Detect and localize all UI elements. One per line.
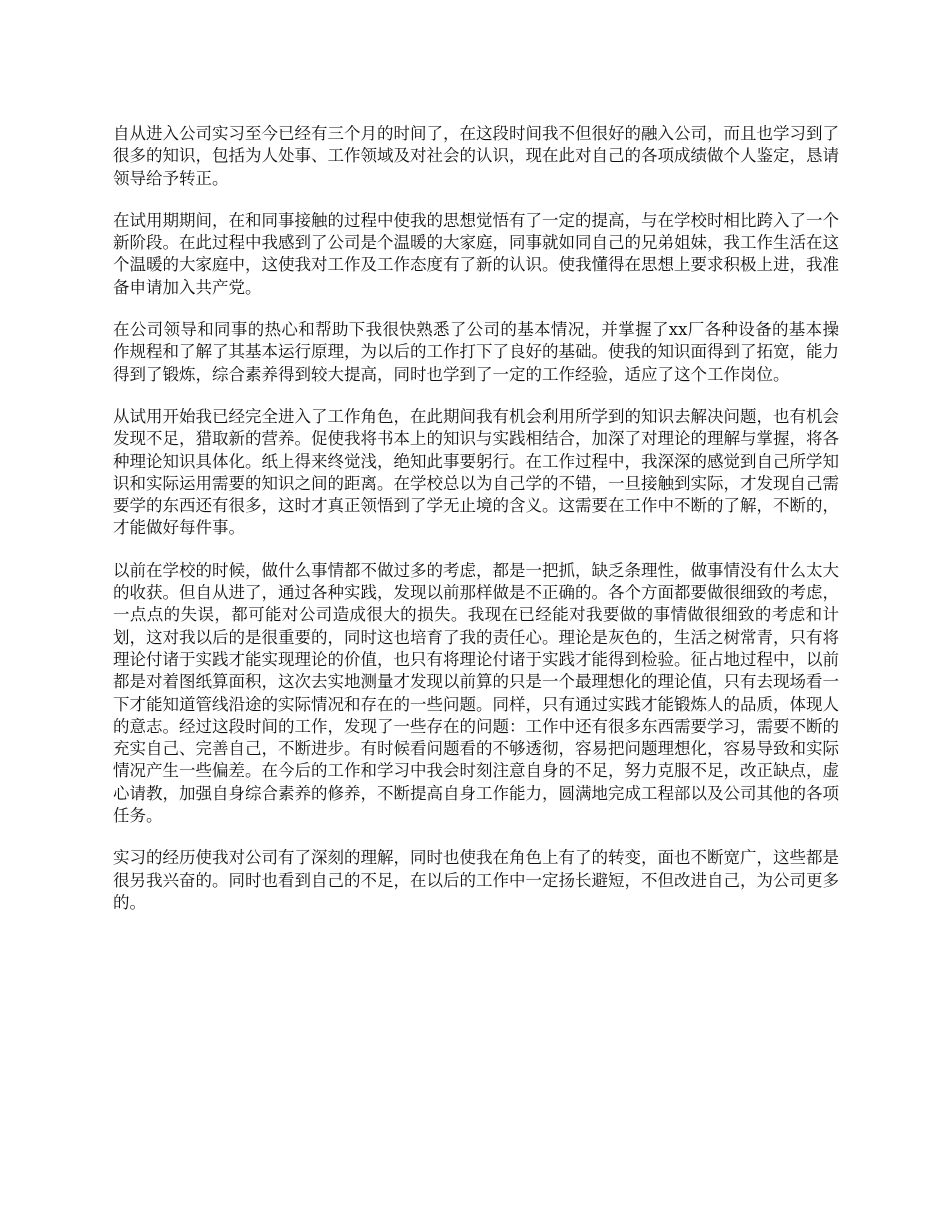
paragraph-5: 以前在学校的时候，做什么事情都不做过多的考虑，都是一把抓，缺乏条理性，做事情没有什么太大的收获。但自从进了，通过各种实践，发现以前那样做是不正确的。各个方面都要做很细致的考虑，一点点的失误，都可能对公司造成很大的损失。我现在已经能对我要做的事情做很细致的考虑和计划，这对我以后的是很重要的，同时这也培育了我的责任心。理论是灰色的，生活之树常青，只有将理论付诸于实践才能实现理论的价值，也只有将理论付诸于实践才能得到检验。征占地过程中，以前都是对着图纸算面积，这次去实地测量才发现以前算的只是一个最理想化的理论值，只有去现场看一下才能知道管线沿途的实际情况和存在的一些问题。同样，只有通过实践才能锻炼人的品质，体现人的意志。经过这段时间的工作，发现了一些存在的问题：工作中还有很多东西需要学习，需要不断的充实自己、完善自己，不断进步。有时候看问题看的不够透彻，容易把问题理想化，容易导致和实际情况产生一些偏差。在今后的工作和学习中我会时刻注意自身的不足，努力克服不足，改正缺点，虚心请教，加强自身综合素养的修养，不断提高自身工作能力，圆满地完成工程部以及公司其他的各项任务。 — [113, 560, 839, 826]
paragraph-4: 从试用开始我已经完全进入了工作角色，在此期间我有机会利用所学到的知识去解决问题，也有机会发现不足，猎取新的营养。促使我将书本上的知识与实践相结合，加深了对理论的理解与掌握，将各种理论知识具体化。纸上得来终觉浅，绝知此事要躬行。在工作过程中，我深深的感觉到自己所学知识和实际运用需要的知识之间的距离。在学校总以为自己学的不错，一旦接触到实际，才发现自己需要学的东西还有很多，这时才真正领悟到了学无止境的含义。这需要在工作中不断的了解，不断的，才能做好每件事。 — [113, 406, 839, 538]
paragraph-6: 实习的经历使我对公司有了深刻的理解，同时也使我在角色上有了的转变，面也不断宽广，这些都是很另我兴奋的。同时也看到自己的不足，在以后的工作中一定扬长避短，不但改进自己，为公司更多的。 — [113, 848, 839, 912]
paragraph-3: 在公司领导和同事的热心和帮助下我很快熟悉了公司的基本情况，并掌握了xx厂各种设备的基本操作规程和了解了其基本运行原理，为以后的工作打下了良好的基础。使我的知识面得到了拓宽，能力得到了锻炼，综合素养得到较大提高，同时也学到了一定的工作经验，适应了这个工作岗位。 — [113, 320, 839, 384]
paragraph-2: 在试用期期间，在和同事接触的过程中使我的思想觉悟有了一定的提高，与在学校时相比跨入了一个新阶段。在此过程中我感到了公司是个温暖的大家庭，同事就如同自己的兄弟姐妹，我工作生活在这个温暖的大家庭中，这使我对工作及工作态度有了新的认识。使我懂得在思想上要求积极上进，我准备申请加入共产党。 — [113, 210, 839, 297]
paragraph-1: 自从进入公司实习至今已经有三个月的时间了，在这段时间我不但很好的融入公司，而且也学习到了很多的知识，包括为人处事、工作领域及对社会的认识，现在此对自己的各项成绩做个人鉴定，恳请领导给予转正。 — [113, 124, 839, 188]
document-body — [113, 123, 839, 934]
